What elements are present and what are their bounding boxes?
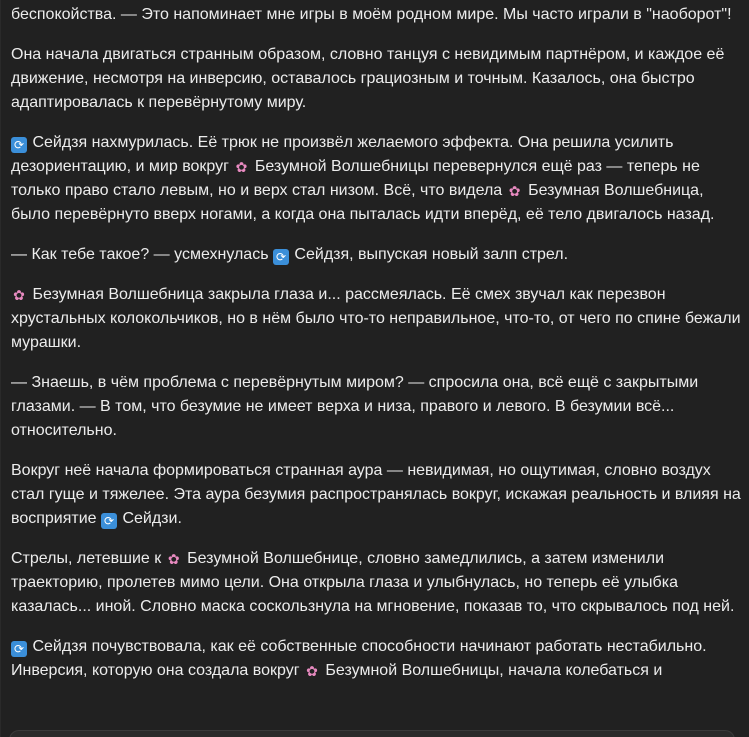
paragraph-text: Безумной Волшебницы перевернулся ещё раз — теперь не только право стало левым, но и верх стал низом. Всё, что видела [11, 158, 700, 199]
refresh-emoji-icon: ⟳ [11, 137, 27, 153]
message-paragraph [11, 459, 741, 531]
paragraph-text: — Знаешь, в чём проблема с перевёрнутым миром? — спросила она, всё ещё с закрытыми глазами. — В том, что безумие не имеет верха и низа, правого и левого. В безумии всё... относительно. [11, 374, 699, 439]
refresh-emoji-icon: ⟳ [11, 641, 27, 657]
message-paragraph [11, 635, 741, 683]
paragraph-text: беспокойства. — Это напоминает мне игры в моём родном мире. Мы часто играли в "наоборот"! [11, 6, 732, 23]
message-paragraph [11, 3, 741, 27]
paragraph-text: Вокруг неё начала формироваться странная аура — невидимая, но ощутимая, словно воздух стал гуще и тяжелее. Эта аура безумия распространялась вокруг, искажая реальность и влияя на восприятие [11, 462, 741, 527]
paragraph-text: Безумной Волшебнице, словно замедлились, а затем изменили траекторию, пролетев мимо цели. Она открыла глаза и улыбнулась, но теперь её улыбка казалась... иной. Словно маска соскользнула на мгновение, показав то, что скрывалось под ней. [11, 550, 735, 615]
paragraph-text: Безумной Волшебницы, начала колебаться и [320, 662, 663, 679]
message-paragraph [11, 371, 741, 443]
message-paragraph [11, 243, 741, 267]
paragraph-text: Сейдзя, выпуская новый залп стрел. [289, 246, 569, 263]
fairy-emoji-icon: ✿ [306, 663, 318, 679]
paragraph-text: Сейдзи. [118, 510, 182, 527]
paragraph-text: Безумная Волшебница закрыла глаза и... рассмеялась. Её смех звучал как перезвон хрустальных колокольчиков, но в нём было что-то неправильное, что-то, от чего по спине бежали мурашки. [11, 286, 741, 351]
message-input-box-edge[interactable] [9, 730, 735, 737]
message-paragraph [11, 283, 741, 355]
fairy-emoji-icon: ✿ [235, 159, 248, 175]
paragraph-text: Она начала двигаться странным образом, словно танцуя с невидимым партнёром, и каждое её движение, несмотря на инверсию, оставалось грациозным и точным. Казалось, она быстро адаптировалась к перевёрнутому миру. [11, 46, 725, 111]
fairy-emoji-icon: ✿ [167, 551, 180, 567]
message-paragraph [11, 43, 741, 115]
paragraph-text: Безумная Волшебница, было перевёрнуто вверх ногами, а когда она пыталась идти вперёд, её тело двигалось назад. [11, 182, 715, 223]
paragraph-text: Сейдзя почувствовала, как её собственные способности начинают работать нестабильно. Инверсия, которую она создала вокруг [11, 638, 707, 679]
assistant-message [11, 3, 741, 699]
refresh-emoji-icon: ⟳ [101, 513, 117, 529]
message-paragraph [11, 131, 741, 227]
refresh-emoji-icon: ⟳ [273, 249, 289, 265]
paragraph-text: — Как тебе такое? — усмехнулась [11, 246, 273, 263]
paragraph-text: Стрелы, летевшие к [11, 550, 166, 567]
message-paragraph [11, 547, 741, 619]
fairy-emoji-icon: ✿ [13, 287, 25, 303]
fairy-emoji-icon: ✿ [508, 183, 521, 199]
paragraph-text: Сейдзя нахмурилась. Её трюк не произвёл желаемого эффекта. Она решила усилить дезориентацию, и мир вокруг [11, 134, 674, 175]
